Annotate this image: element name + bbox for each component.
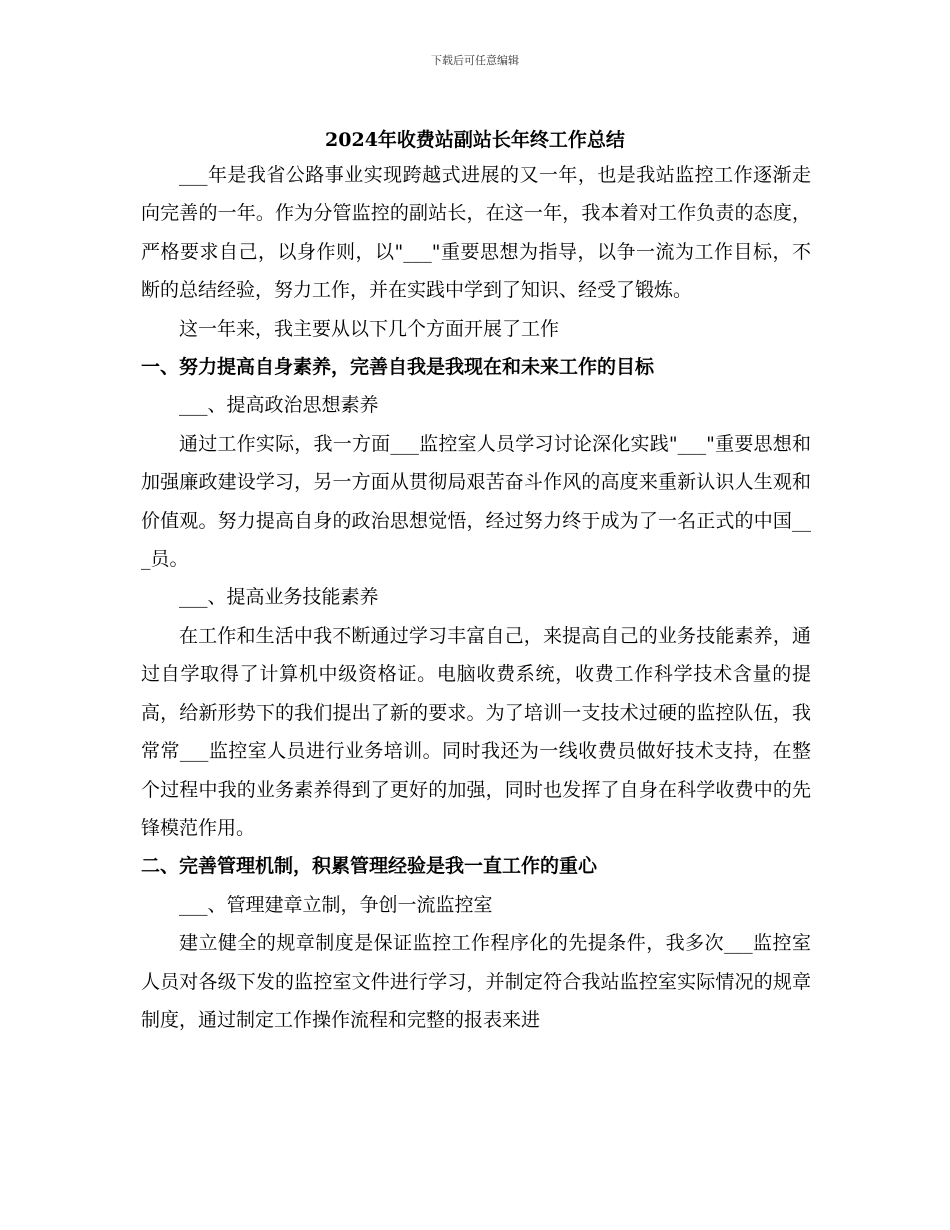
document-title: 2024年收费站副站长年终工作总结 <box>325 129 625 151</box>
paragraph-1-1: 通过工作实际，我一方面___监控室人员学习讨论深化实践"___"重要思想和加强廉政建设学习，另一方面从贯彻局艰苦奋斗作风的高度来重新认识人生观和价值观。努力提高自身的政治思想觉悟，经过努力终于成为了一名正式的中国___员。 <box>141 432 811 571</box>
subheading-1-1: ___、提高政治思想素养 <box>179 394 379 417</box>
document-body <box>141 156 811 1039</box>
subheading-1-2: ___、提高业务技能素养 <box>179 586 379 609</box>
section-heading-2: 二、完善管理机制，积累管理经验是我一直工作的重心 <box>141 855 598 878</box>
paragraph-2-1: 建立健全的规章制度是保证监控工作程序化的先提条件，我多次___监控室人员对各级下发的监控室文件进行学习，并制定符合我站监控室实际情况的规章制度，通过制定工作操作流程和完整的报表来进 <box>141 932 811 1031</box>
section-heading-1: 一、努力提高自身素养，完善自我是我现在和未来工作的目标 <box>141 356 655 379</box>
page-header-note: 下载后可任意编辑 <box>431 54 519 67</box>
paragraph-intro: ___年是我省公路事业实现跨越式进展的又一年，也是我站监控工作逐渐走向完善的一年。作为分管监控的副站长，在这一年，我本着对工作负责的态度，严格要求自己，以身作则，以"___"重要思想为指导，以争一流为工作目标，不断的总结经验，努力工作，并在实践中学到了知识、经受了锻炼。 <box>141 164 811 302</box>
paragraph-1-2: 在工作和生活中我不断通过学习丰富自己，来提高自己的业务技能素养，通过自学取得了计算机中级资格证。电脑收费系统，收费工作科学技术含量的提高，给新形势下的我们提出了新的要求。为了培训一支技术过硬的监控队伍，我常常___监控室人员进行业务培训。同时我还为一线收费员做好技术支持，在整个过程中我的业务素养得到了更好的加强，同时也发挥了自身在科学收费中的先锋模范作用。 <box>141 624 811 839</box>
subheading-2-1: ___、管理建章立制，争创一流监控室 <box>179 893 493 916</box>
paragraph-overview: 这一年来，我主要从以下几个方面开展了工作 <box>179 317 560 340</box>
